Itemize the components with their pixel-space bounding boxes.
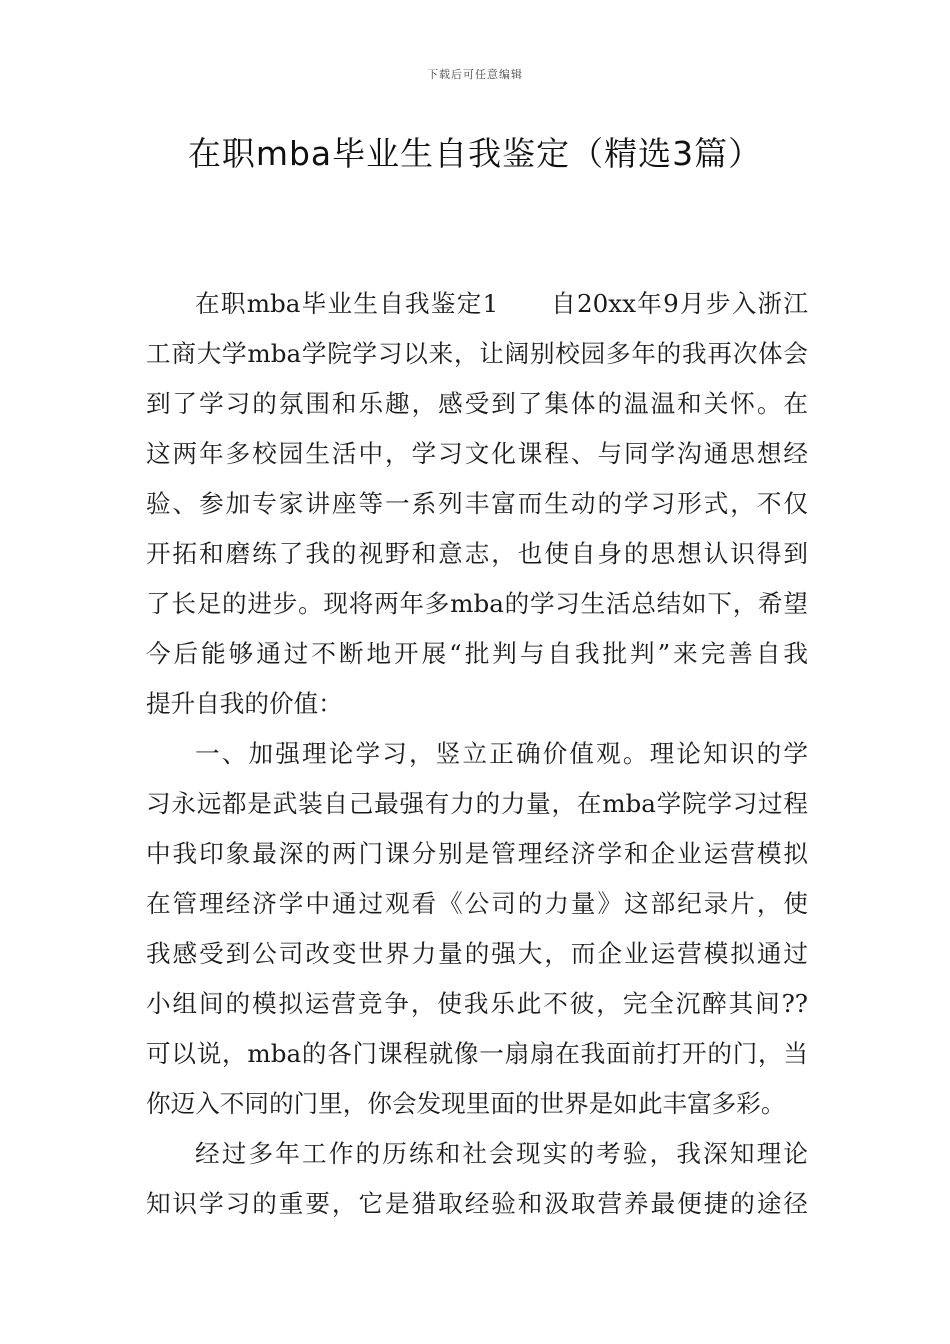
text-line: 经过多年工作的历练和社会现实的考验，我深知理论 (195, 1139, 808, 1168)
text-line: 在管理经济学中通过观看《公司的力量》这部纪录片，使 (146, 889, 808, 918)
text-line: 今后能够通过不断地开展“批判与自我批判”来完善自我 (146, 639, 808, 668)
text-line: 一、加强理论学习，竖立正确价值观。理论知识的学 (195, 739, 808, 768)
text-line: 验、参加专家讲座等一系列丰富而生动的学习形式，不仅 (146, 489, 808, 518)
text-line: 在职mba毕业生自我鉴定1 自20xx年9月步入浙江 (195, 289, 808, 318)
document-title: 在职mba毕业生自我鉴定（精选3篇） (187, 134, 763, 173)
text-line: 知识学习的重要，它是猎取经验和汲取营养最便捷的途径 (146, 1189, 808, 1218)
text-line: 提升自我的价值： (146, 689, 343, 718)
text-line: 习永远都是武装自己最强有力的力量，在mba学院学习过程 (146, 789, 808, 818)
text-line: 我感受到公司改变世界力量的强大，而企业运营模拟通过 (146, 939, 808, 968)
text-line: 开拓和磨练了我的视野和意志，也使自身的思想认识得到 (146, 539, 808, 568)
text-line: 了长足的进步。现将两年多mba的学习生活总结如下，希望 (146, 589, 808, 618)
body-text (146, 279, 808, 1229)
text-line: 可以说，mba的各门课程就像一扇扇在我面前打开的门，当 (146, 1039, 808, 1068)
header-note: 下载后可任意编辑 (427, 68, 523, 81)
text-line: 你迈入不同的门里，你会发现里面的世界是如此丰富多彩。 (146, 1089, 786, 1118)
text-line: 到了学习的氛围和乐趣，感受到了集体的温温和关怀。在 (146, 389, 808, 418)
text-line: 工商大学mba学院学习以来，让阔别校园多年的我再次体会 (146, 339, 808, 368)
text-line: 这两年多校园生活中，学习文化课程、与同学沟通思想经 (146, 439, 808, 468)
text-line: 小组间的模拟运营竞争，使我乐此不彼，完全沉醉其间?? (146, 989, 808, 1018)
text-line: 中我印象最深的两门课分别是管理经济学和企业运营模拟 (146, 839, 808, 868)
